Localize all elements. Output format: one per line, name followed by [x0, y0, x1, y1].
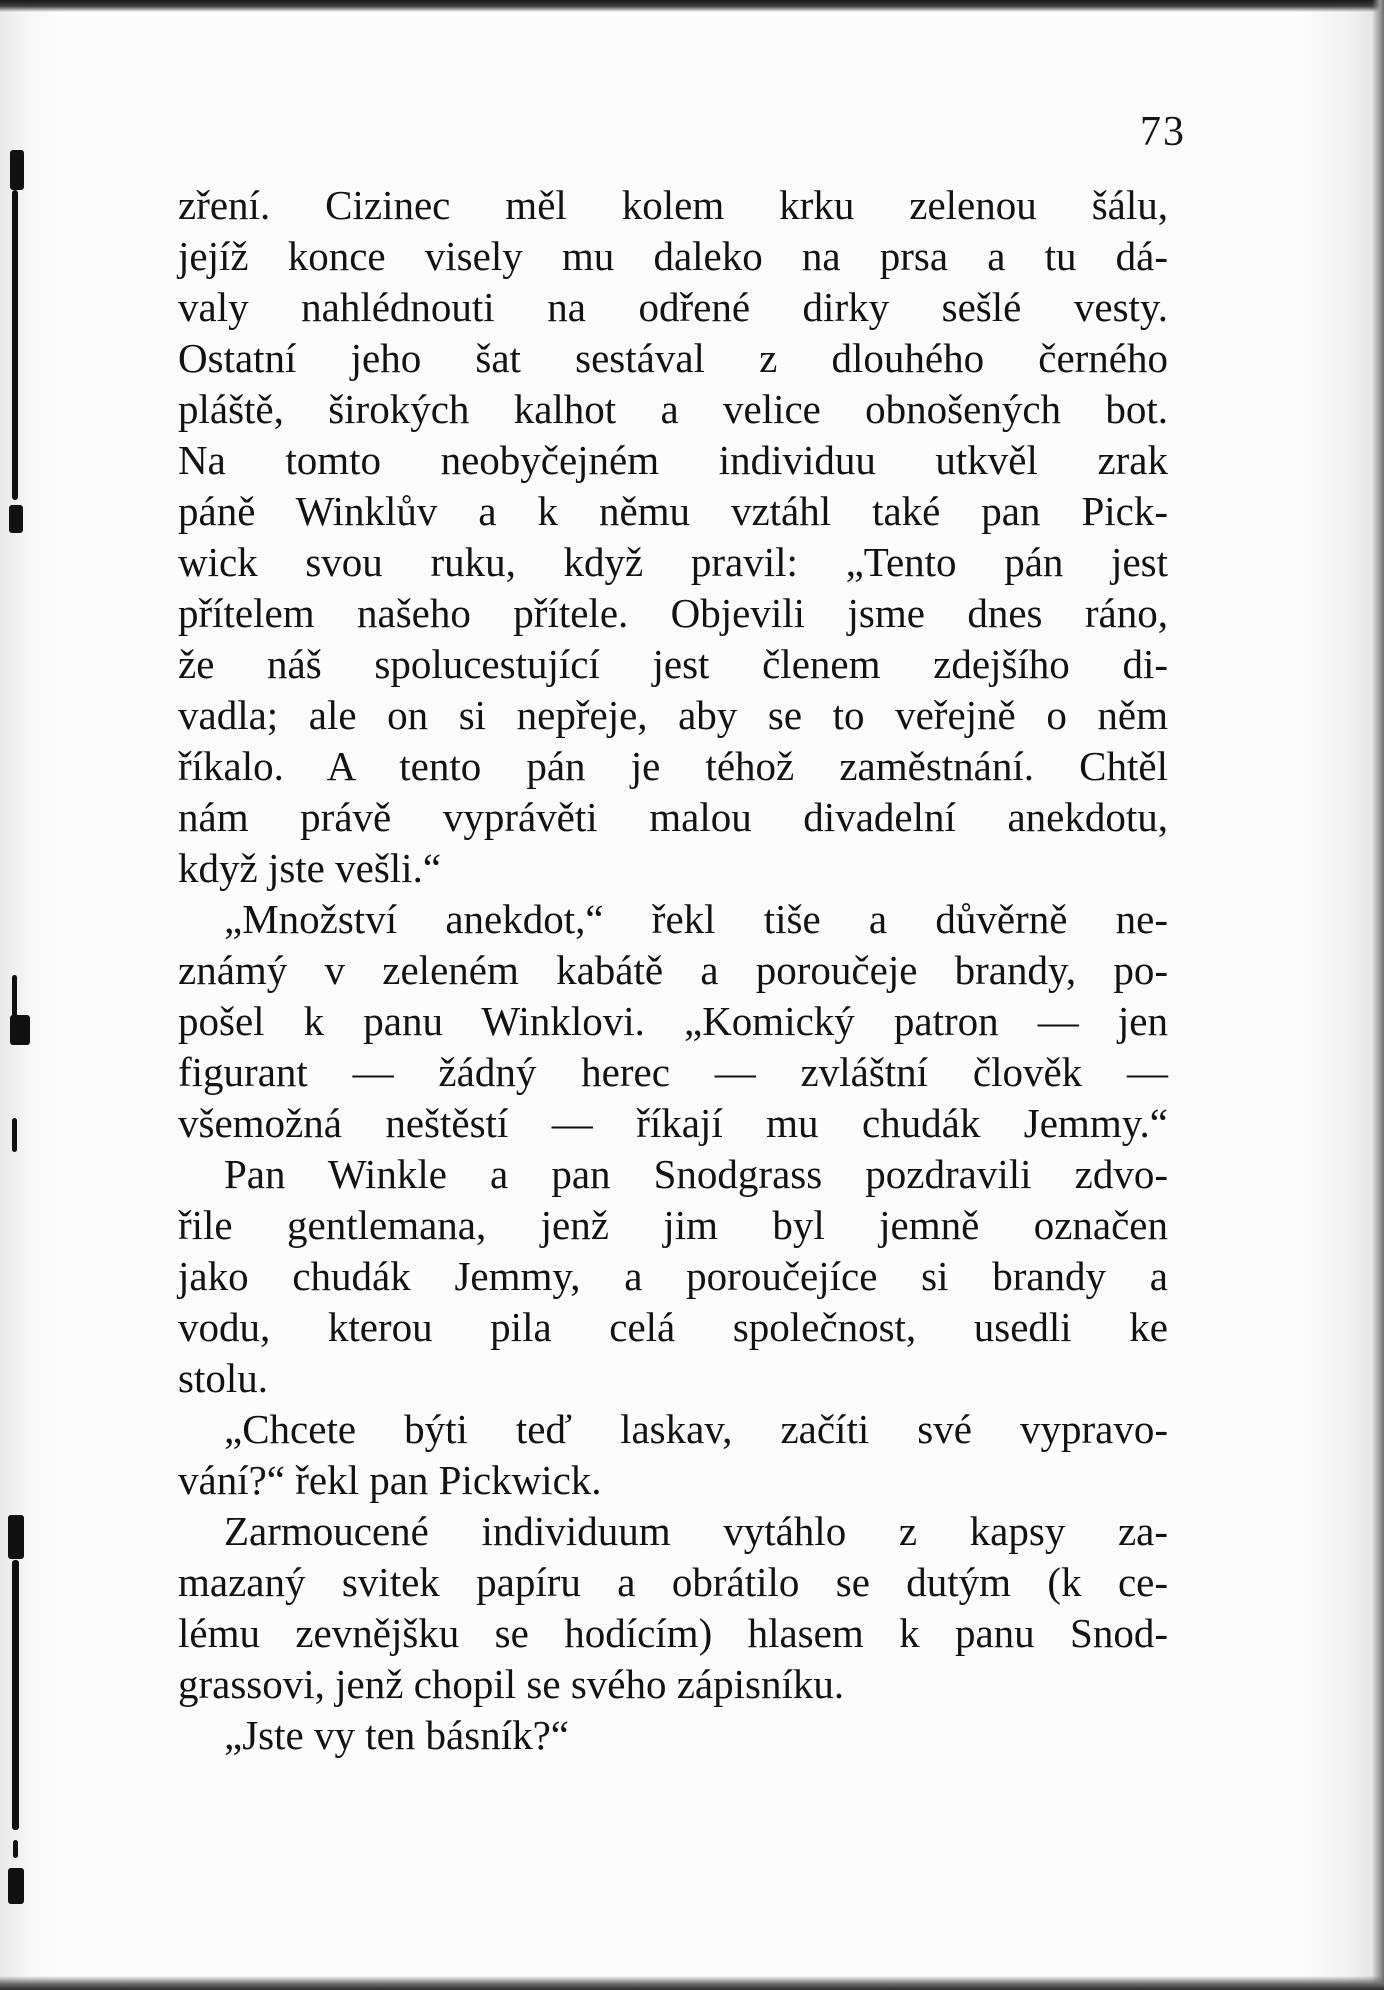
body-text	[178, 180, 1168, 1761]
text-line: grassovi, jenž chopil se svého zápisníku.	[178, 1661, 845, 1707]
text-line: jejíž konce visely mu daleko na prsa a tu dá-	[178, 233, 1168, 279]
page-number: 73	[1140, 109, 1186, 155]
text-line: pošel k panu Winklovi. „Komický patron — jen	[178, 998, 1168, 1044]
binding-mark	[9, 505, 23, 533]
scan-bottom-edge	[0, 1976, 1384, 1990]
text-line: vodu, kterou pila celá společnost, usedli ke	[178, 1304, 1168, 1350]
binding-mark	[10, 150, 24, 190]
text-line: vadla; ale on si nepřeje, aby se to veřejně o něm	[178, 692, 1168, 738]
text-line: říkalo. A tento pán je téhož zaměstnání. Chtěl	[178, 743, 1168, 789]
binding-mark	[8, 1868, 24, 1904]
text-line: známý v zeleném kabátě a poroučeje brandy, po-	[178, 947, 1168, 993]
scan-top-edge	[0, 0, 1384, 12]
text-line: Zarmoucené individuum vytáhlo z kapsy za-	[224, 1508, 1168, 1554]
text-line: přítelem našeho přítele. Objevili jsme dnes ráno,	[178, 590, 1168, 636]
scan-right-edge	[1372, 0, 1384, 1990]
text-line: jako chudák Jemmy, a poroučejíce si brandy a	[178, 1253, 1168, 1299]
text-line: že náš spolucestující jest členem zdejšího di-	[178, 641, 1168, 687]
text-line: páně Winklův a k němu vztáhl také pan Pick-	[178, 488, 1168, 534]
text-line: vání?“ řekl pan Pickwick.	[178, 1457, 602, 1503]
text-line: Pan Winkle a pan Snodgrass pozdravili zdvo-	[224, 1151, 1168, 1197]
text-line: když jste vešli.“	[178, 845, 442, 891]
text-line: figurant — žádný herec — zvláštní člověk —	[178, 1049, 1168, 1095]
text-line: pláště, širokých kalhot a velice obnošených bot.	[178, 386, 1168, 432]
text-line: stolu.	[178, 1355, 268, 1401]
binding-mark	[12, 1560, 19, 1830]
text-line: „Množství anekdot,“ řekl tiše a důvěrně ne-	[224, 896, 1168, 942]
text-line: „Jste vy ten básník?“	[224, 1712, 569, 1758]
text-line: nám právě vyprávěti malou divadelní anekdotu,	[178, 794, 1168, 840]
binding-mark	[10, 1015, 30, 1045]
text-line: wick svou ruku, když pravil: „Tento pán jest	[178, 539, 1168, 585]
binding-gutter	[0, 0, 40, 1990]
text-line: „Chcete býti teď laskav, začíti své vypravo-	[224, 1406, 1168, 1452]
text-line: mazaný svitek papíru a obrátilo se dutým (k ce-	[178, 1559, 1168, 1605]
text-line: řile gentlemana, jenž jim byl jemně označen	[178, 1202, 1168, 1248]
text-line: Na tomto neobyčejném individuu utkvěl zrak	[178, 437, 1168, 483]
binding-mark	[12, 190, 18, 500]
text-line: lému zevnějšku se hodícím) hlasem k panu Snod-	[178, 1610, 1168, 1656]
text-line: Ostatní jeho šat sestával z dlouhého černého	[178, 335, 1168, 381]
text-line: valy nahlédnouti na odřené dirky sešlé vesty.	[178, 284, 1168, 330]
binding-mark	[8, 1515, 24, 1559]
binding-mark	[12, 1118, 17, 1152]
text-line: zření. Cizinec měl kolem krku zelenou šálu,	[178, 182, 1168, 228]
text-line: všemožná neštěstí — říkají mu chudák Jemmy.“	[178, 1100, 1168, 1146]
binding-mark	[13, 1840, 18, 1858]
